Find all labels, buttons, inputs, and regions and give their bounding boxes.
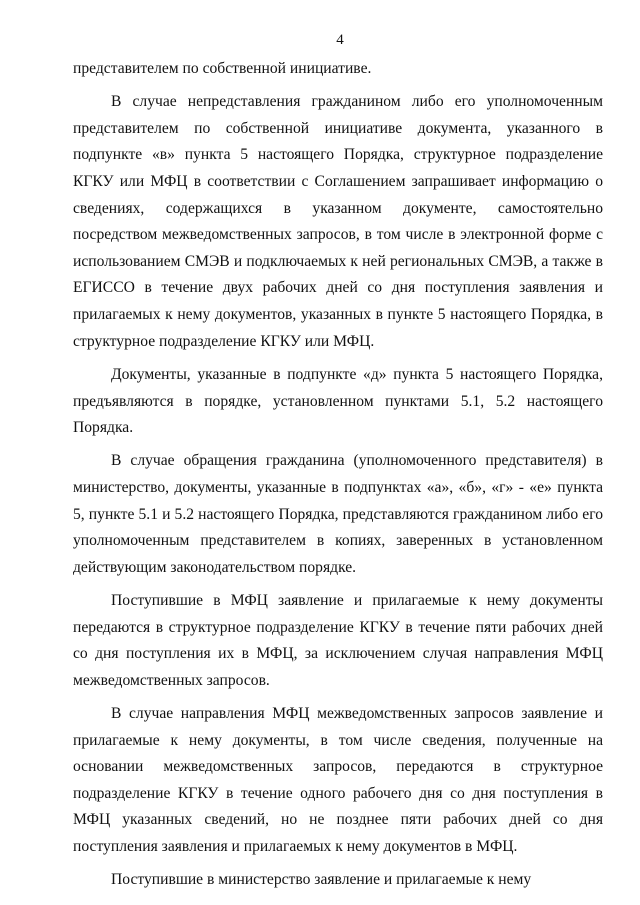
- page-number: 4: [336, 32, 344, 48]
- paragraph-ministry-received: Поступившие в министерство заявление и прилагаемые к нему: [111, 871, 532, 889]
- paragraph-documents-subpoint-d: Документы, указанные в подпункте «д» пункта 5 настоящего Порядка, предъявляются в порядке, установленном пунктами 5.1, 5.2 настоящего Порядка.: [73, 365, 603, 437]
- paragraph-ministry-appeal: В случае обращения гражданина (уполномоченного представителя) в министерство, документы, указанные в подпунктах «а», «б», «г» - «е» пункта 5, пункте 5.1 и 5.2 настоящего Порядка, представляются гражданином либо его уполномоченным представителем в копиях, заверенных в установленном действующим законодательством порядке.: [73, 452, 603, 576]
- document-body: [73, 56, 603, 901]
- paragraph-continuation: представителем по собственной инициативе.: [73, 60, 372, 77]
- paragraph-mfc-requests: В случае направления МФЦ межведомственных запросов заявление и прилагаемые к нему документы, в том числе сведения, полученные на основании межведомственных запросов, передаются в структурное подразделение КГКУ в течение одного рабочего дня со дня поступления в МФЦ указанных сведений, но не позднее пяти рабочих дней со дня поступления заявления и прилагаемых к нему документов в МФЦ.: [73, 705, 603, 856]
- paragraph-mfc-transfer: Поступившие в МФЦ заявление и прилагаемые к нему документы передаются в структурное подразделение КГКУ в течение пяти рабочих дней со дня поступления их в МФЦ, за исключением случая направления МФЦ межведомственных запросов.: [73, 592, 603, 689]
- paragraph-nonsubmission: В случае непредставления гражданином либо его уполномоченным представителем по собственной инициативе документа, указанного в подпункте «в» пункта 5 настоящего Порядка, структурное подразделение КГКУ или МФЦ в соответствии с Соглашением запрашивает информацию о сведениях, содержащихся в указанном документе, самостоятельно посредством межведомственных запросов, в том числе в электронной форме с использованием СМЭВ и подключаемых к ней региональных СМЭВ, а также в ЕГИССО в течение двух рабочих дней со дня поступления заявления и прилагаемых к нему документов, указанных в пункте 5 настоящего Порядка, в структурное подразделение КГКУ или МФЦ.: [73, 93, 603, 350]
